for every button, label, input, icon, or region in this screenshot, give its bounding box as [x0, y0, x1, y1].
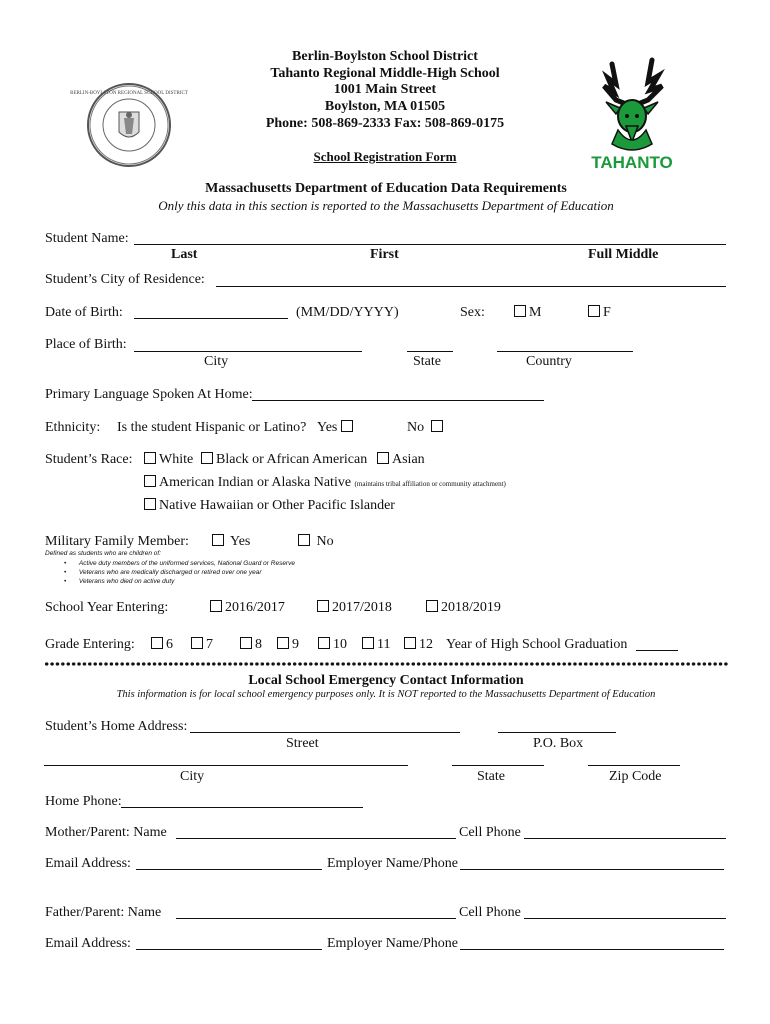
mother-email-label: Email Address: [45, 856, 131, 871]
grade-option-11[interactable]: 11 [362, 637, 390, 653]
year-2018-checkbox[interactable] [426, 600, 438, 612]
district-seal [70, 82, 188, 168]
pob-label: Place of Birth: [45, 337, 127, 352]
name-middle-label: Full Middle [588, 247, 659, 262]
home-city-field[interactable] [44, 765, 408, 766]
state-section-title: Massachusetts Department of Education Data Requirements [205, 181, 567, 196]
race-native-option[interactable]: American Indian or Alaska Native (maintains tribal affiliation or community attachment) [144, 475, 506, 491]
grade-option-9[interactable]: 9 [277, 637, 299, 653]
race-hawaiian-option[interactable]: Native Hawaiian or Other Pacific Islander [144, 498, 395, 514]
race-black-option[interactable]: Black or African American [201, 452, 367, 468]
mother-employer-field[interactable] [460, 869, 724, 870]
year-option-2017[interactable]: 2017/2018 [317, 600, 392, 616]
ethnicity-no-checkbox[interactable] [431, 420, 443, 432]
school-name: Tahanto Regional Middle-High School [270, 66, 500, 81]
street-label: Street [286, 736, 319, 751]
sex-female-checkbox[interactable] [588, 305, 600, 317]
race-asian-option[interactable]: Asian [377, 452, 425, 468]
pob-state-label: State [413, 354, 441, 369]
city-residence-label: Student’s City of Residence: [45, 272, 205, 287]
state-section-subtitle: Only this data in this section is reported to the Massachusetts Department of Education [158, 198, 614, 213]
primary-language-field[interactable] [252, 400, 544, 401]
seal-text: BERLIN-BOYLSTON REGIONAL SCHOOL DISTRICT [70, 91, 188, 96]
grade-6-checkbox[interactable] [151, 637, 163, 649]
year-option-2016[interactable]: 2016/2017 [210, 600, 285, 616]
mother-cell-label: Cell Phone [459, 825, 521, 840]
ethnicity-yes-option[interactable]: Yes [317, 420, 356, 436]
father-name-field[interactable] [176, 918, 456, 919]
local-section-subtitle: This information is for local school emergency purposes only. It is NOT reported to the Massachusetts Department of Education [116, 689, 656, 700]
grade-12-checkbox[interactable] [404, 637, 416, 649]
grade-option-10[interactable]: 10 [318, 637, 347, 653]
grad-year-label: Year of High School Graduation [446, 637, 628, 652]
local-section-title: Local School Emergency Contact Information [248, 673, 524, 688]
race-asian-checkbox[interactable] [377, 452, 389, 464]
pob-country-label: Country [526, 354, 572, 369]
grad-year-field[interactable] [636, 650, 678, 651]
ethnicity-yes-checkbox[interactable] [341, 420, 353, 432]
father-employer-field[interactable] [460, 949, 724, 950]
sex-label: Sex: [460, 305, 485, 320]
section-divider [44, 662, 728, 666]
home-phone-field[interactable] [121, 807, 363, 808]
primary-language-label: Primary Language Spoken At Home: [45, 387, 253, 402]
military-yes-option[interactable]: Yes [212, 534, 250, 550]
race-native-checkbox[interactable] [144, 475, 156, 487]
ethnicity-label: Ethnicity: [45, 420, 101, 435]
military-label: Military Family Member: [45, 534, 189, 549]
pob-country-field[interactable] [497, 351, 633, 352]
dob-label: Date of Birth: [45, 305, 123, 320]
home-address-label: Student’s Home Address: [45, 719, 188, 734]
home-pobox-field[interactable] [498, 732, 616, 733]
father-cell-field[interactable] [524, 918, 726, 919]
logo-text: TAHANTO [591, 153, 673, 172]
form-title: School Registration Form [313, 149, 457, 164]
military-no-checkbox[interactable] [298, 534, 310, 546]
state-label: State [477, 769, 505, 784]
city-label: City [180, 769, 205, 784]
home-street-field[interactable] [190, 732, 460, 733]
name-last-label: Last [171, 247, 198, 262]
student-name-label: Student Name: [45, 231, 129, 246]
military-item: • Active duty members of the uniformed services, National Guard or Reserve [64, 560, 295, 567]
pob-city-label: City [204, 354, 229, 369]
grade-10-checkbox[interactable] [318, 637, 330, 649]
home-phone-label: Home Phone: [45, 794, 122, 809]
military-definition: Defined as students who are children of: [45, 550, 161, 557]
student-name-field[interactable] [134, 244, 726, 245]
sex-male-option[interactable]: M [514, 305, 541, 321]
year-2017-checkbox[interactable] [317, 600, 329, 612]
military-yes-checkbox[interactable] [212, 534, 224, 546]
father-cell-label: Cell Phone [459, 905, 521, 920]
race-black-checkbox[interactable] [201, 452, 213, 464]
tahanto-logo [592, 56, 674, 172]
home-zip-field[interactable] [588, 765, 680, 766]
pobox-label: P.O. Box [533, 736, 584, 751]
ethnicity-no-option[interactable]: No [407, 420, 446, 436]
year-2016-checkbox[interactable] [210, 600, 222, 612]
city-residence-field[interactable] [216, 286, 726, 287]
race-white-checkbox[interactable] [144, 452, 156, 464]
mother-email-field[interactable] [136, 869, 322, 870]
grade-7-checkbox[interactable] [191, 637, 203, 649]
pob-state-field[interactable] [407, 351, 453, 352]
race-hawaiian-checkbox[interactable] [144, 498, 156, 510]
school-street: 1001 Main Street [333, 82, 437, 97]
father-email-field[interactable] [136, 949, 322, 950]
mother-name-field[interactable] [176, 838, 456, 839]
dob-field[interactable] [134, 318, 288, 319]
grade-option-8[interactable]: 8 [240, 637, 262, 653]
school-year-label: School Year Entering: [45, 600, 169, 615]
race-white-option[interactable]: White [144, 452, 193, 468]
grade-8-checkbox[interactable] [240, 637, 252, 649]
father-employer-label: Employer Name/Phone [327, 936, 459, 951]
grade-11-checkbox[interactable] [362, 637, 374, 649]
mother-cell-field[interactable] [524, 838, 726, 839]
grade-option-6[interactable]: 6 [151, 637, 173, 653]
dob-format: (MM/DD/YYYY) [296, 305, 399, 320]
grade-option-12[interactable]: 12 [404, 637, 433, 653]
grade-9-checkbox[interactable] [277, 637, 289, 649]
pob-city-field[interactable] [134, 351, 362, 352]
mother-employer-label: Employer Name/Phone [327, 856, 459, 871]
sex-female-option[interactable]: F [588, 305, 611, 321]
race-label: Student’s Race: [45, 452, 133, 467]
father-email-label: Email Address: [45, 936, 131, 951]
school-phone: Phone: 508-869-2333 Fax: 508-869-0175 [265, 116, 505, 131]
mother-name-label: Mother/Parent: Name [45, 825, 167, 840]
military-item: • Veterans who are medically discharged or retired over one year [64, 569, 262, 576]
school-city: Boylston, MA 01505 [324, 99, 446, 114]
home-state-field[interactable] [452, 765, 544, 766]
name-first-label: First [370, 247, 399, 262]
zip-label: Zip Code [609, 769, 662, 784]
military-item: • Veterans who died on active duty [64, 578, 175, 585]
grade-label: Grade Entering: [45, 637, 135, 652]
military-no-option[interactable]: No [298, 534, 334, 550]
grade-option-7[interactable]: 7 [191, 637, 213, 653]
sex-male-checkbox[interactable] [514, 305, 526, 317]
ethnicity-question: Is the student Hispanic or Latino? [117, 420, 307, 435]
district-name: Berlin-Boylston School District [292, 49, 478, 64]
father-name-label: Father/Parent: Name [45, 905, 162, 920]
year-option-2018[interactable]: 2018/2019 [426, 600, 501, 616]
